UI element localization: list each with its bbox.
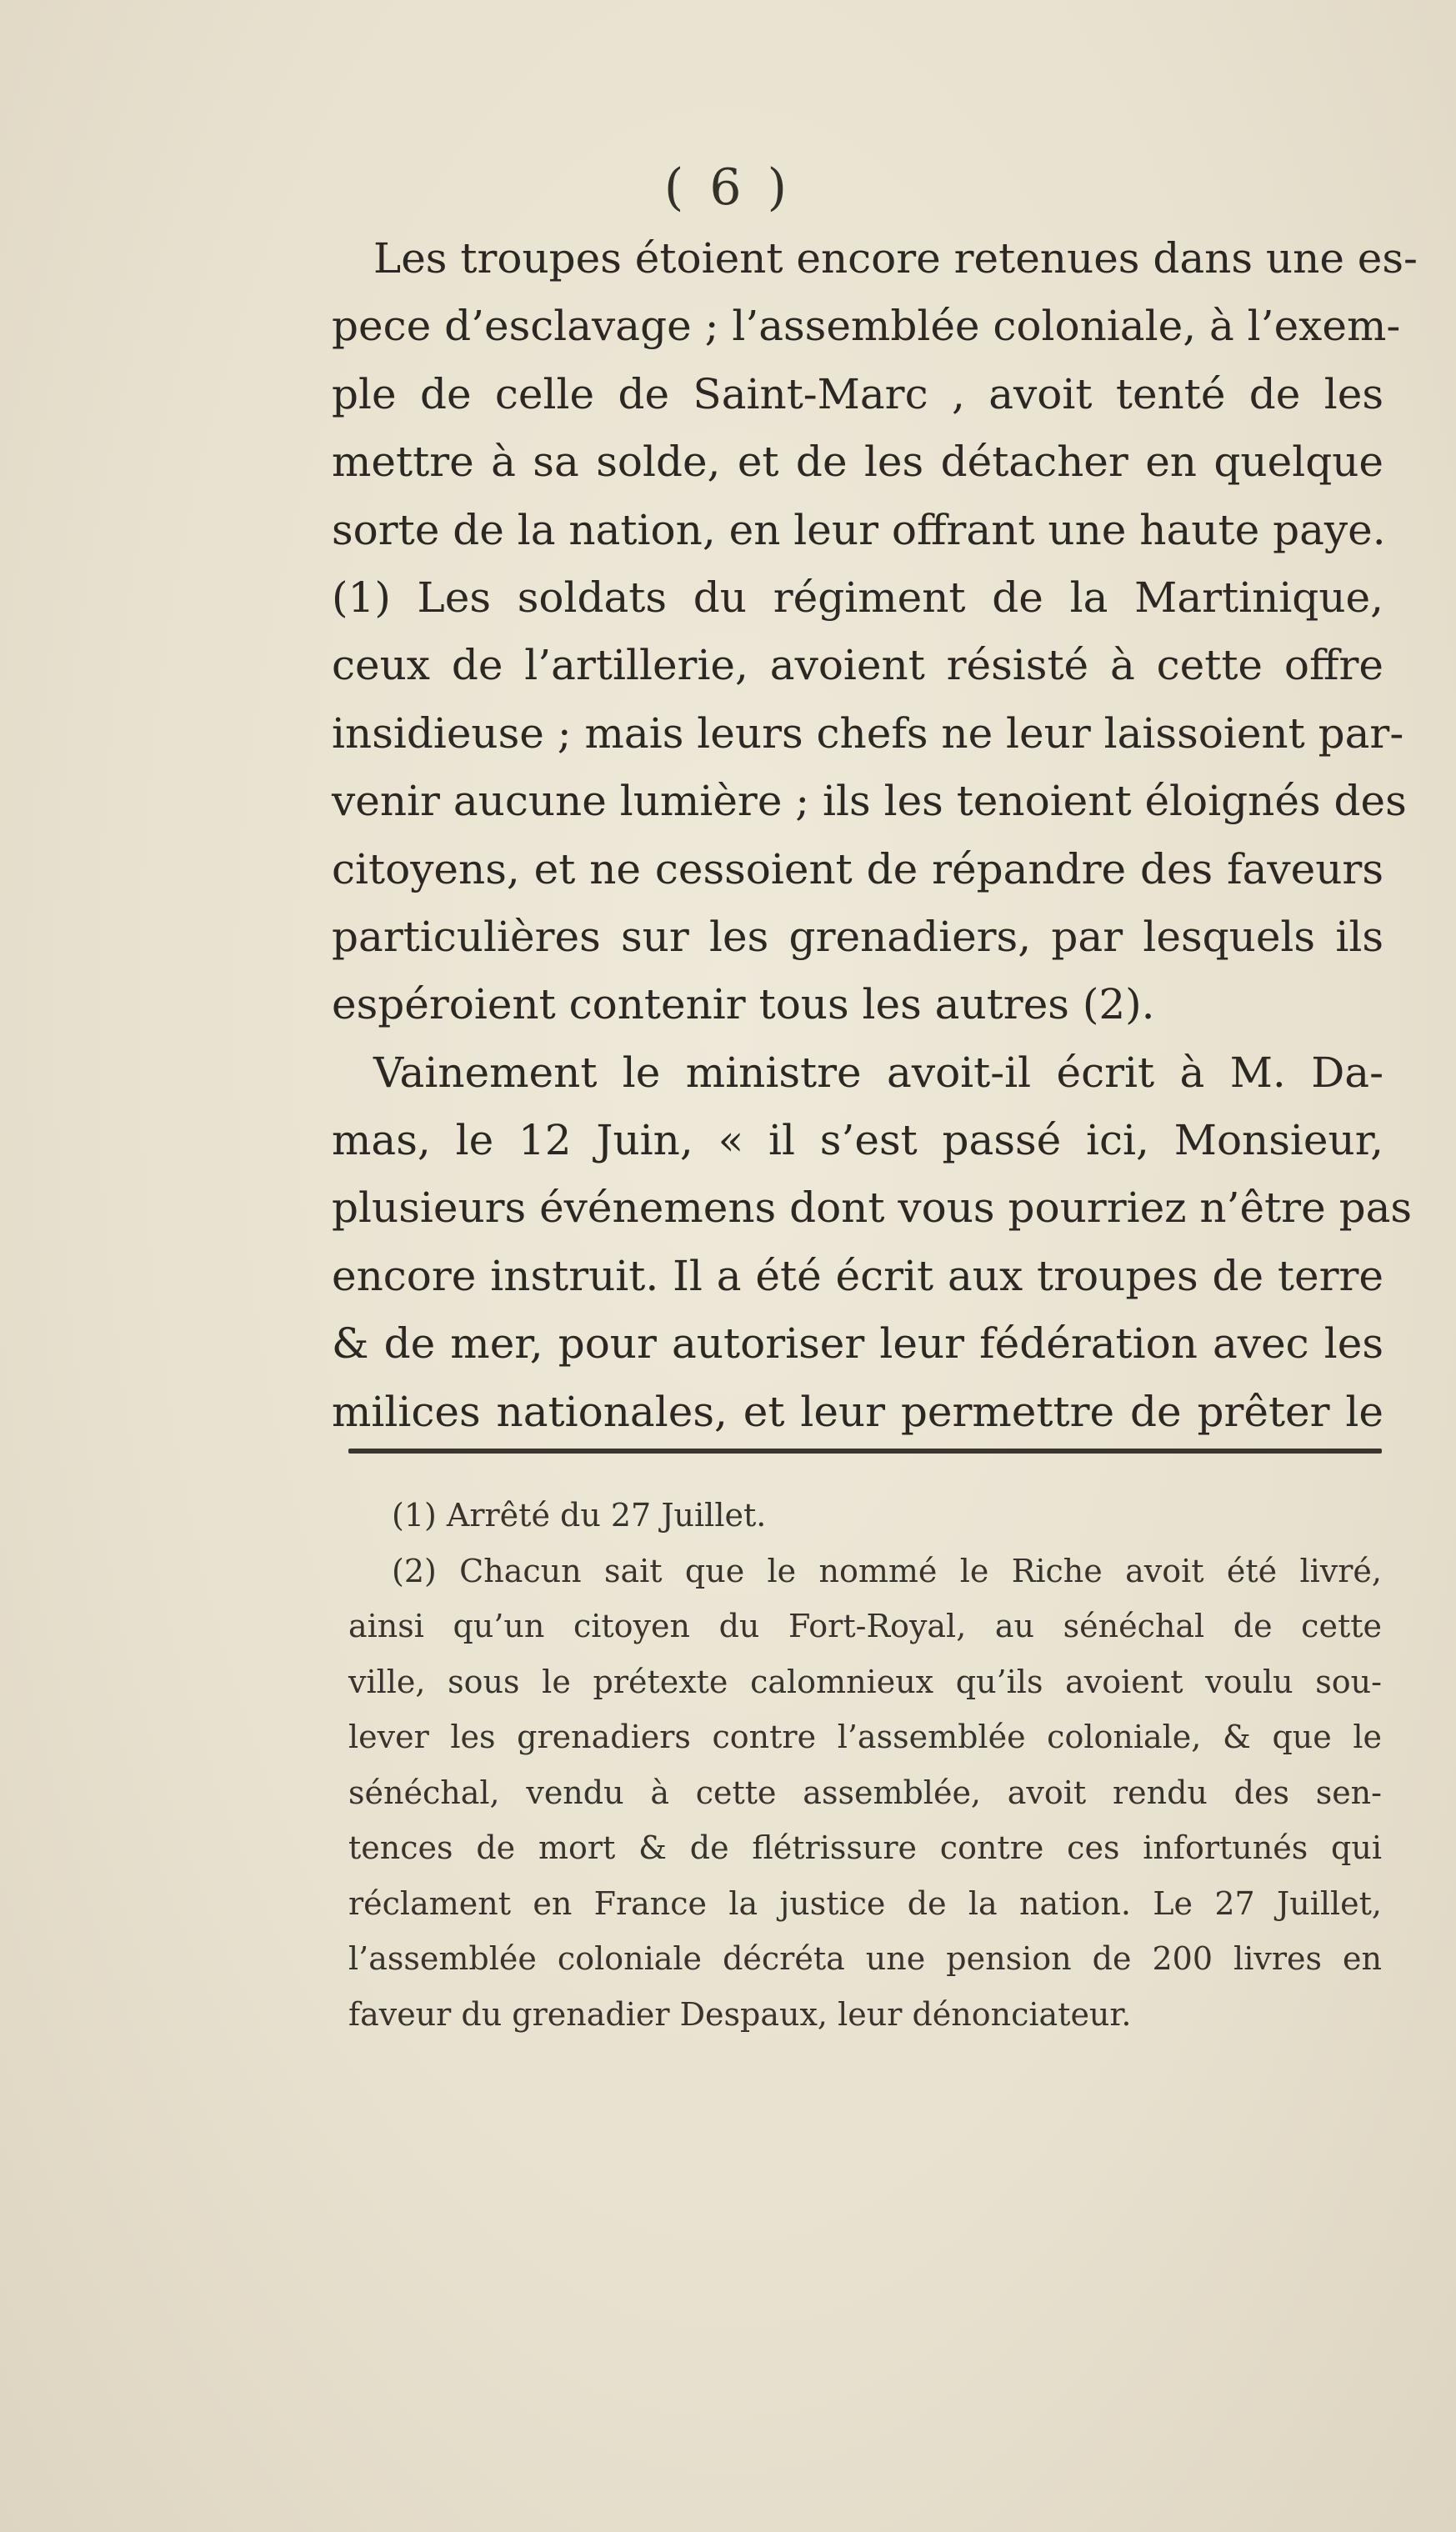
footnote-line: (1) Arrêté du 27 Juillet. [392, 1497, 767, 1534]
footnote-line: lever les grenadiers contre l’assemblée coloniale, & que le [348, 1719, 1382, 1755]
text-line: (1) Les soldats du régiment de la Martinique, [332, 573, 1383, 622]
footnote-line: sénéchal, vendu à cette assemblée, avoit rendu des sen- [348, 1774, 1382, 1811]
text-line: pece d’esclavage ; l’assemblée coloniale, à l’exem- [332, 302, 1401, 351]
main-text-block [332, 225, 1418, 1446]
text-line: espéroient contenir tous les autres (2). [332, 980, 1155, 1029]
text-line: mas, le 12 Juin, « il s’est passé ici, Monsieur, [332, 1116, 1383, 1165]
footnote-line: ville, sous le prétexte calomnieux qu’ils avoient voulu sou- [348, 1663, 1382, 1700]
footnote-line: l’assemblée coloniale décréta une pension de 200 livres en [348, 1940, 1382, 1977]
footnote-divider [348, 1449, 1382, 1454]
page-number: ( 6 ) [663, 158, 793, 217]
text-line: particulières sur les grenadiers, par lesquels ils [332, 912, 1383, 961]
footnote-line: ainsi qu’un citoyen du Fort-Royal, au sénéchal de cette [348, 1608, 1382, 1644]
text-line: milices nationales, et leur permettre de prêter le [332, 1387, 1383, 1436]
text-line: encore instruit. Il a été écrit aux troupes de terre [332, 1251, 1383, 1300]
text-line: citoyens, et ne cessoient de répandre des faveurs [332, 844, 1383, 893]
footnote-line: réclament en France la justice de la nation. Le 27 Juillet, [348, 1884, 1382, 1922]
text-line: plusieurs événemens dont vous pourriez n’être pas [332, 1183, 1413, 1233]
footnote-line: tences de mort & de flétrissure contre ces infortunés qui [348, 1829, 1382, 1866]
text-line: venir aucune lumière ; ils les tenoient éloignés des [332, 777, 1407, 826]
text-line: Les troupes étoient encore retenues dans une es- [373, 234, 1418, 283]
footnote-line: (2) Chacun sait que le nommé le Riche avoit été livré, [392, 1552, 1382, 1589]
footnotes-block [348, 1488, 1382, 2042]
text-line: insidieuse ; mais leurs chefs ne leur laissoient par- [332, 708, 1404, 758]
text-line: sorte de la nation, en leur offrant une haute paye. [332, 505, 1386, 554]
text-line: ple de celle de Saint-Marc , avoit tenté de les [332, 369, 1383, 418]
text-line: & de mer, pour autoriser leur fédération avec les [332, 1319, 1383, 1369]
text-line: ceux de l’artillerie, avoient résisté à cette offre [332, 641, 1383, 690]
text-line: mettre à sa solde, et de les détacher en quelque [332, 438, 1383, 487]
text-line: Vainement le ministre avoit-il écrit à M. Da- [373, 1048, 1383, 1097]
footnote-line: faveur du grenadier Despaux, leur dénonciateur. [348, 1995, 1132, 2033]
